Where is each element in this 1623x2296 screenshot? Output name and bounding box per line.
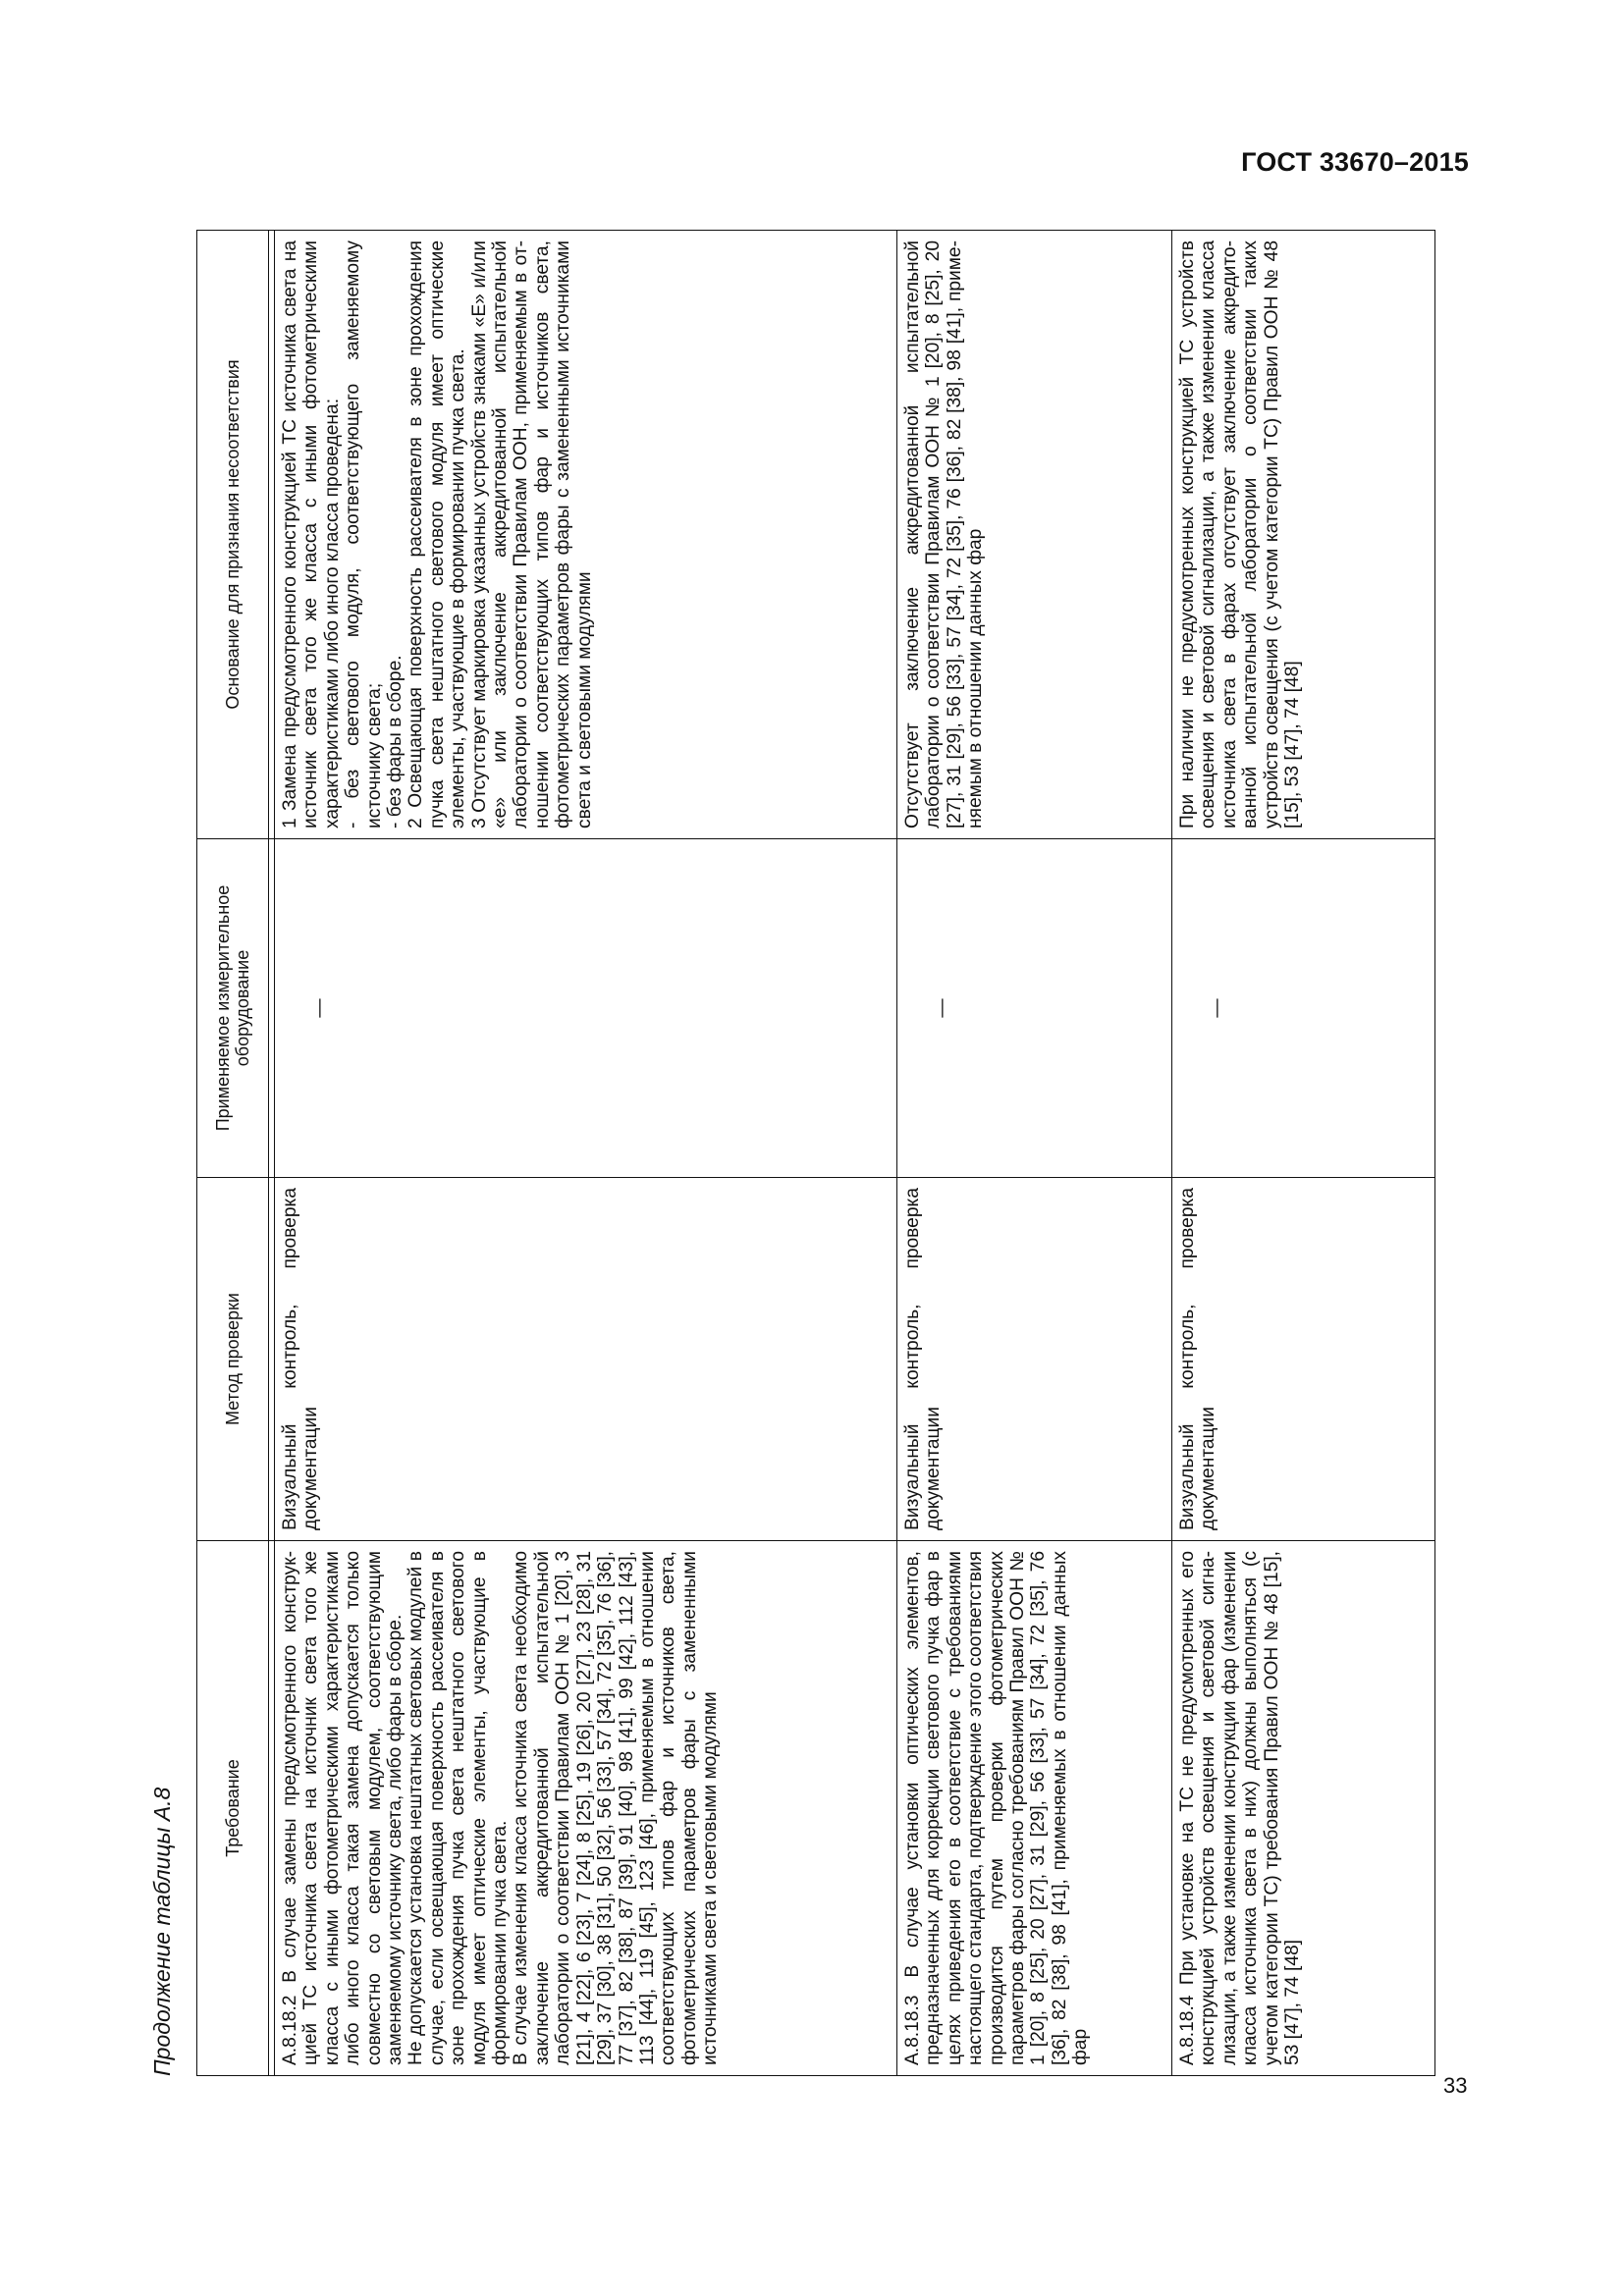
basis-cell xyxy=(897,231,1172,839)
requirement-text: А.8.18.3 В случае установки оптических элементов, предназначенных для коррекции светового пучка фар в целях приведения его в соответствие с требованиями настоящего стандарта, подтверждение этого соответствия производится путем проверки фотометрических параметров фары согласно требованиям Правил ООН № 1 [20], 8 [25], 20 [27], 31 [29], 56 [33], 57 [34], 72 [35], 76 [36], 82 [38], 98 [41], применяемых в отношении данных фар xyxy=(902,1551,1092,2065)
method-cell xyxy=(275,1178,897,1541)
column-header-equipment: Применяемое измерительное оборудование xyxy=(197,839,269,1178)
table-row xyxy=(275,231,897,2076)
table-caption: Продолжение таблицы А.8 xyxy=(149,1787,175,2076)
basis-text: Отсутствует заключение аккредитованной испытательной лаборатории о соответствии Правилам ООН № 1 [20], 8 [25], 20 [27], 31 [29], 56 [33], 57 [34], 72 [35], 76 [36], 82 [38], 98 [41], применяемым в отношении данных фар xyxy=(902,240,987,828)
basis-cell xyxy=(1172,231,1435,839)
column-header-requirement: Требование xyxy=(197,1541,269,2076)
column-header-method: Метод проверки xyxy=(197,1178,269,1541)
requirement-text: А.8.18.4 При установке на ТС не предусмотренных его конструкцией устройств освещения и световой сигнализации, а также изменении конструкции фар (изменении класса источника света в них) должны выполняться (с учетом категории ТС) требования Правил ООН № 48 [15], 53 [47], 74 [48] xyxy=(1177,1551,1304,2065)
column-header-basis: Основание для признания несоответствия xyxy=(197,231,269,839)
requirement-cell xyxy=(897,1541,1172,2076)
table-header-row xyxy=(197,231,269,2076)
document-code: ГОСТ 33670–2015 xyxy=(1241,147,1469,177)
requirement-text: А.8.18.2 В случае замены предусмотренного конструкцией ТС источника света на источник света того же класса с иными фотометрическими характеристиками либо иного класса такая замена допускается только совместно со световым модулем, соответствующим заменяемому источнику света, либо фары в сборе. Не допускается установка нештатных световых модулей в случае, если освещающая поверхность рассеивателя в зоне прохождения пучка света нештатного светового модуля имеет оптические элементы, участвующие в формировании пучка света. В случае изменения класса источника света необходимо заключение аккредитованной испытательной лаборатории о соответствии Правилам ООН № 1 [20], 3 [21], 4 [22], 6 [23], 7 [24], 8 [25], 19 [26], 20 [27], 23 [28], 31 [29], 37 [30], 38 [31], 50 [32], 56 [33], 57 [34], 72 [35], 76 [36], 77 [37], 82 [38], 87 [39], 91 [40], 98 [41], 99 [42], 112 [43], 113 [44], 119 [45], 123 [46], применяемым в отношении соответствующих типов фар и источников света, фотометрических параметров фары с замененными источниками света и световыми модулями xyxy=(280,1551,722,2065)
method-cell xyxy=(897,1178,1172,1541)
equipment-text: — xyxy=(309,998,330,1018)
requirement-cell xyxy=(1172,1541,1435,2076)
method-text: Визуальный контроль, проверка документации xyxy=(902,1188,945,1530)
requirement-cell xyxy=(275,1541,897,2076)
table-row xyxy=(1172,231,1435,2076)
method-cell xyxy=(1172,1178,1435,1541)
basis-text: 1 Замена предусмотренного конструкцией ТС источника света на источник света того же класса с иными фотометрическими характеристиками либо иного класса проведена: - без светового модуля, соответствующего заменяемому источнику света; - без фары в сборе. 2 Освещающая поверхность рассеивателя в зоне прохождения пучка света нештатного светового модуля имеет оптические элементы, участвующие в формировании пучка света. 3 Отсутствует маркировка указанных устройств знаками «Е» и/или «е» или заключение аккредитованной испытательной лаборатории о соответствии Правилам ООН, применяемым в отношении соответствующих типов фар и источников света, фотометрических параметров фары с замененными источниками света и световыми модулями xyxy=(280,240,595,828)
equipment-text: — xyxy=(1207,998,1227,1018)
basis-text: При наличии не предусмотренных конструкцией ТС устройств освещения и световой сигнализации, а также изменении класса источника света в фарах отсутствует заключение аккредитованной испытательной лаборатории о соответствии таких устройств освещения (с учетом категории ТС) Правил ООН № 48 [15], 53 [47], 74 [48] xyxy=(1177,240,1304,828)
method-text: Визуальный контроль, проверка документации xyxy=(1177,1188,1219,1530)
equipment-cell xyxy=(897,839,1172,1178)
requirements-table xyxy=(196,230,1435,2076)
basis-cell xyxy=(275,231,897,839)
equipment-cell xyxy=(275,839,897,1178)
page-number: 33 xyxy=(1443,2073,1468,2098)
method-text: Визуальный контроль, проверка документации xyxy=(280,1188,322,1530)
table-row xyxy=(897,231,1172,2076)
equipment-cell xyxy=(1172,839,1435,1178)
rotated-table-area xyxy=(147,231,1458,2076)
equipment-text: — xyxy=(932,998,952,1018)
